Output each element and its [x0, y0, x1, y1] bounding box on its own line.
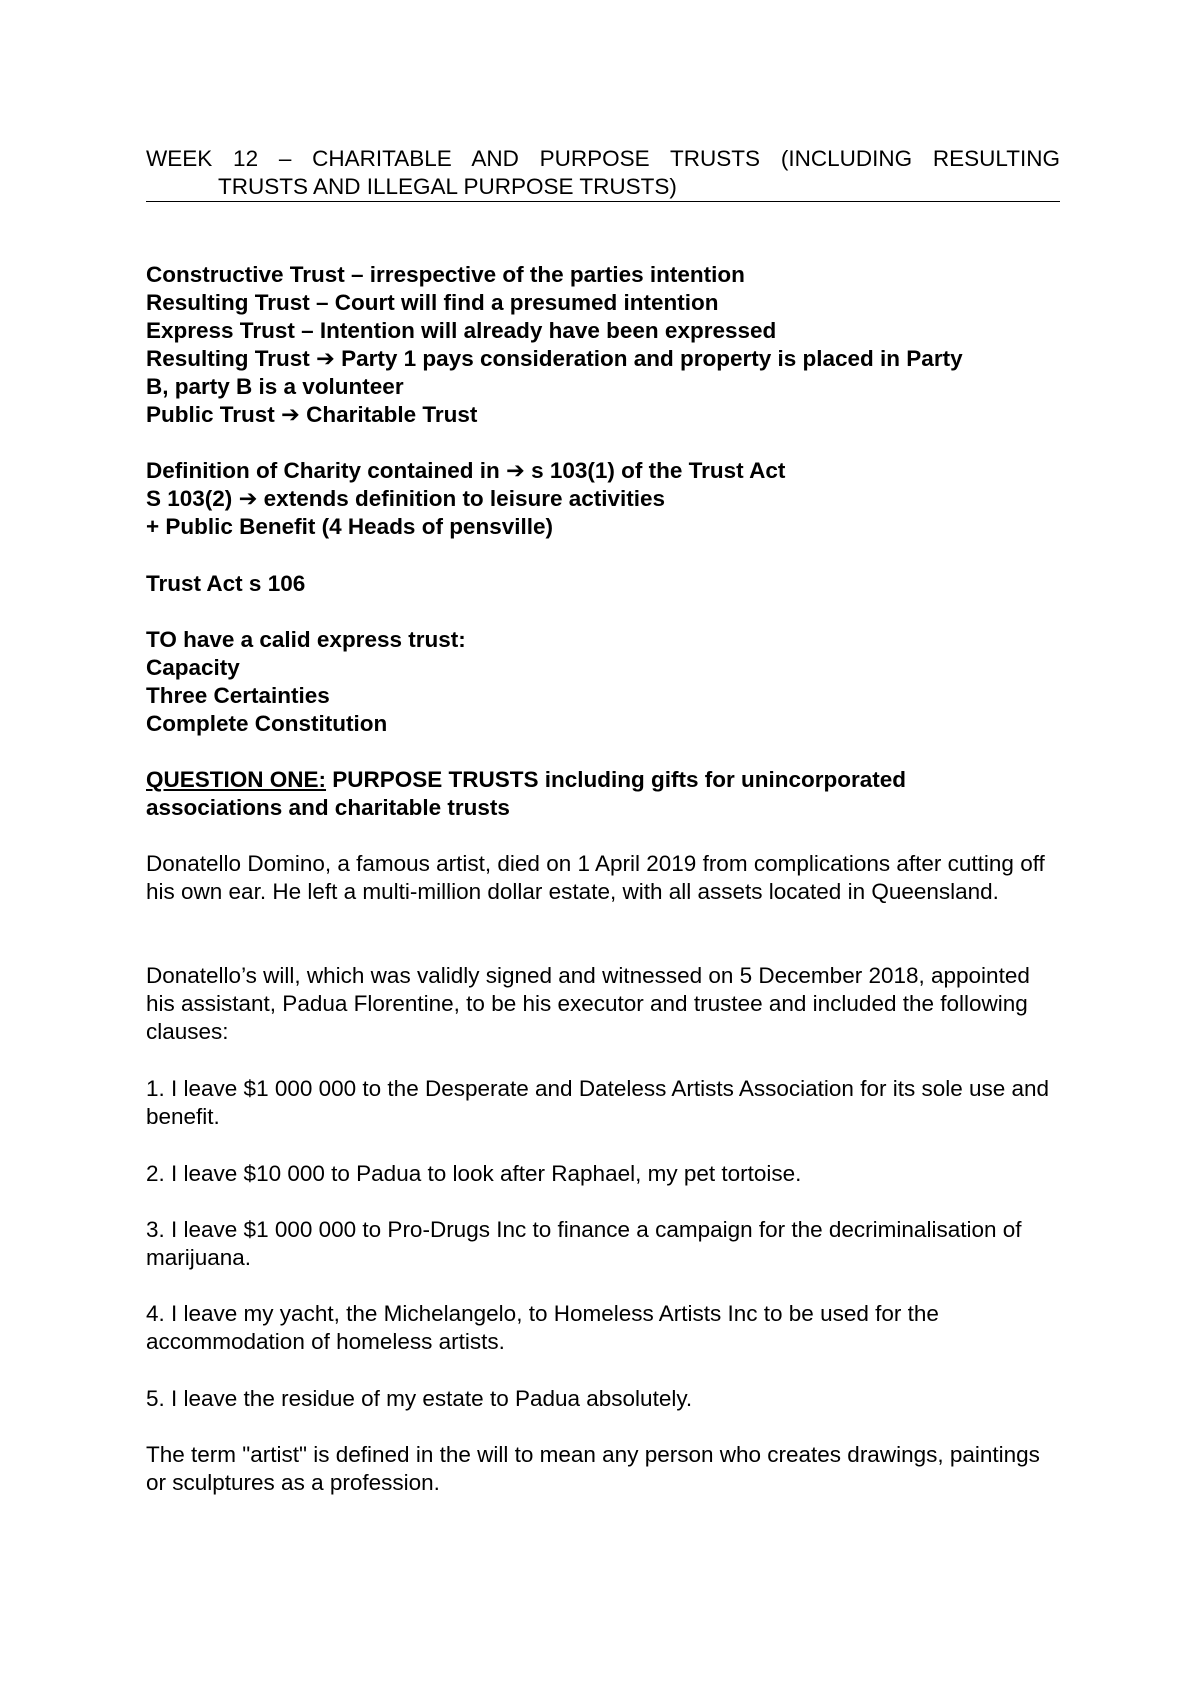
question-title-text: PURPOSE TRUSTS including gifts for unincorporated [326, 767, 907, 792]
note-capacity: Capacity [146, 655, 240, 680]
clause-2: 2. I leave $10 000 to Padua to look after Raphael, my pet tortoise. [146, 1161, 802, 1186]
note-trust-act-s106: Trust Act s 106 [146, 571, 306, 596]
express-trust-requirements [146, 626, 1060, 738]
question-title-line-1 [146, 766, 1060, 794]
clause-3: 3. I leave $1 000 000 to Pro-Drugs Inc to finance a campaign for the decriminalisation of marijuana. [146, 1217, 1022, 1270]
note-public-trust [146, 401, 1060, 429]
title-line-1: WEEK 12 – CHARITABLE AND PURPOSE TRUSTS (INCLUDING RESULTING [146, 146, 1060, 171]
paragraph-intro: Donatello Domino, a famous artist, died on 1 April 2019 from complications after cutting off his own ear. He left a multi-million dollar estate, with all assets located in Queensland. [146, 851, 1045, 904]
note-valid-heading: TO have a calid express trust: [146, 627, 466, 652]
trust-act-note [146, 570, 1060, 598]
right-arrow-icon: ➔ [316, 346, 335, 372]
note-complete-constitution: Complete Constitution [146, 711, 388, 736]
s103-label: S 103(2) [146, 486, 239, 511]
page-title [146, 145, 1060, 201]
note-express-trust: Express Trust – Intention will already have been expressed [146, 318, 777, 343]
title-underline [146, 201, 1060, 202]
public-trust-text: Charitable Trust [299, 402, 478, 427]
right-arrow-icon: ➔ [506, 458, 525, 484]
note-s103-2 [146, 485, 1060, 513]
note-charity-definition [146, 457, 1060, 485]
right-arrow-icon: ➔ [238, 486, 258, 512]
clause-4: 4. I leave my yacht, the Michelangelo, to Homeless Artists Inc to be used for the accommodation of homeless artists. [146, 1301, 939, 1354]
clause-5: 5. I leave the residue of my estate to Padua absolutely. [146, 1386, 693, 1411]
note-three-certainties: Three Certainties [146, 683, 330, 708]
right-arrow-icon: ➔ [281, 402, 300, 428]
paragraph-will: Donatello’s will, which was validly signed and witnessed on 5 December 2018, appointed his assistant, Padua Florentine, to be his executor and trustee and included the following clauses: [146, 963, 1030, 1044]
public-trust-label: Public Trust [146, 402, 282, 427]
resulting-trust-text: Party 1 pays consideration and property is placed in Party [334, 346, 963, 371]
clause-1: 1. I leave $1 000 000 to the Desperate and Dateless Artists Association for its sole use and benefit. [146, 1076, 1050, 1129]
note-constructive-trust: Constructive Trust – irrespective of the parties intention [146, 262, 745, 287]
note-resulting-trust-party [146, 345, 1060, 373]
note-resulting-trust: Resulting Trust – Court will find a presumed intention [146, 290, 719, 315]
s103-text: extends definition to leisure activities [257, 486, 666, 511]
note-public-benefit: + Public Benefit (4 Heads of pensville) [146, 514, 553, 539]
title-line-2: TRUSTS AND ILLEGAL PURPOSE TRUSTS) [218, 174, 677, 199]
paragraph-artist-definition: The term "artist" is defined in the will to mean any person who creates drawings, paintings or sculptures as a profession. [146, 1442, 1040, 1495]
note-resulting-trust-cont: B, party B is a volunteer [146, 374, 404, 399]
question-heading [146, 766, 1060, 822]
question-title-line-2: associations and charitable trusts [146, 795, 510, 820]
resulting-trust-label: Resulting Trust [146, 346, 317, 371]
definition-text: s 103(1) of the Trust Act [524, 458, 786, 483]
question-label: QUESTION ONE: [146, 767, 327, 792]
charity-definition-notes [146, 457, 1060, 541]
definition-label: Definition of Charity contained in [146, 458, 506, 483]
trust-types-notes [146, 261, 1060, 429]
